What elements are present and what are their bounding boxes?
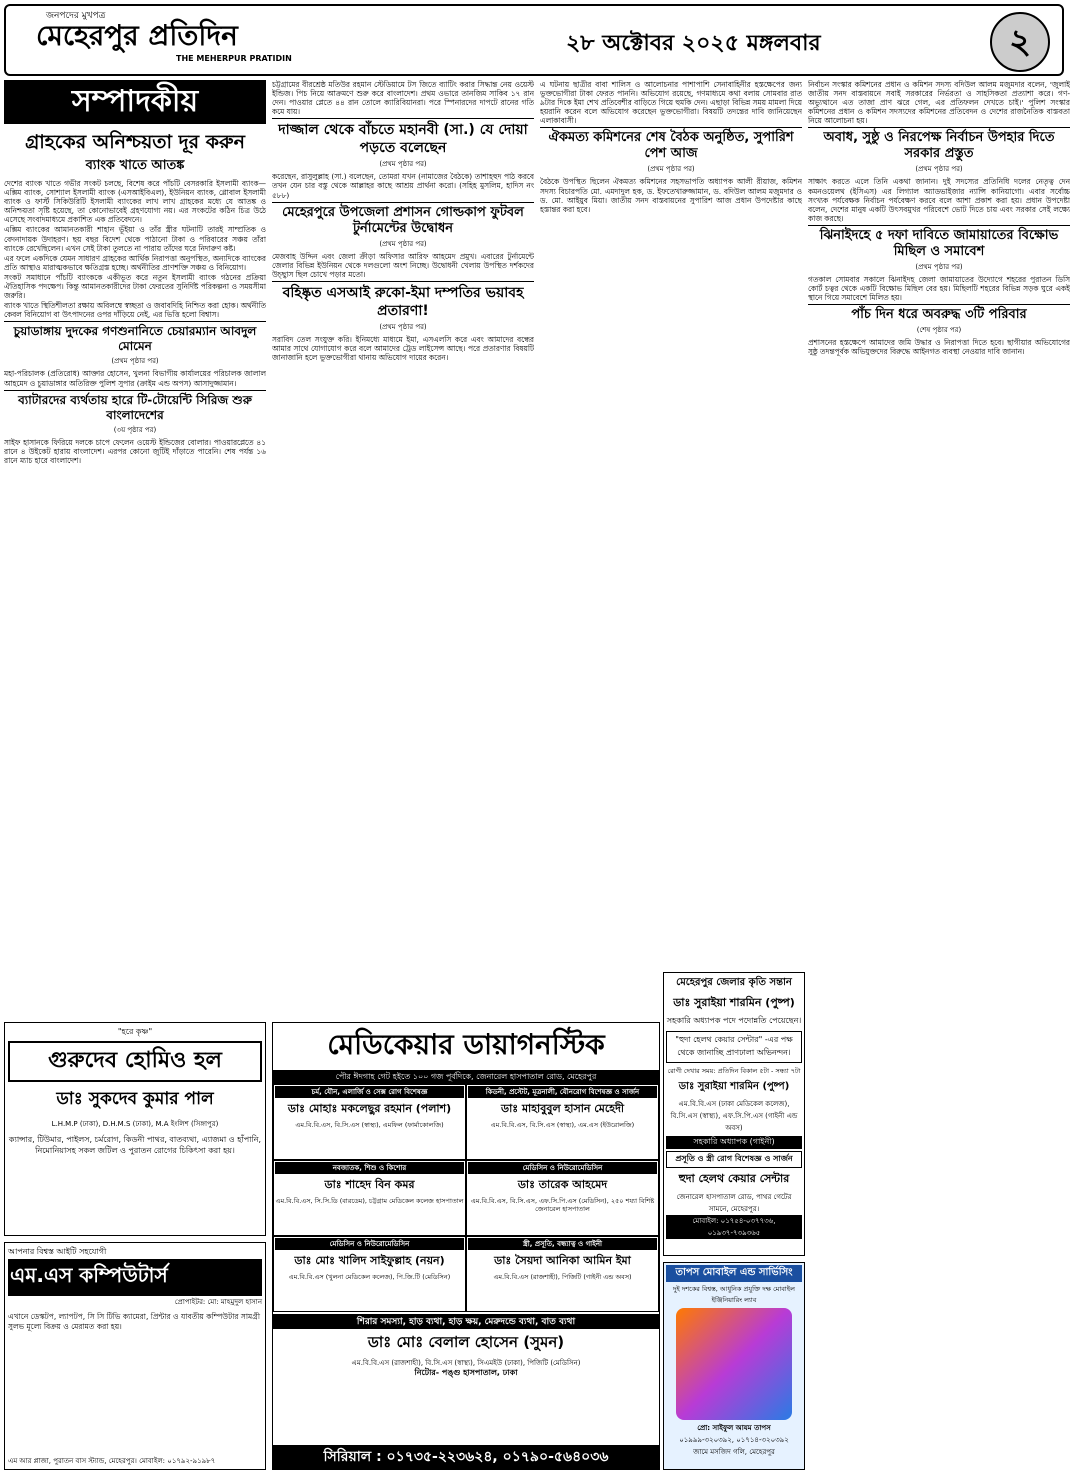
medicare-cell <box>466 1084 659 1160</box>
editorial-para: সংকট সমাধানে পাঁচটি ব্যাংককে একীভূত করে নতুন ইসলামী ব্যাংক গঠনের প্রক্রিয়া ঐতিহাসিক পদক্ষেপ। কিন্তু আমানতকারীদের টাকা ফেরতের সুনির্দিষ্ট পরিকল্পনা ও সময়সীমা জরুরি। <box>4 272 266 301</box>
homeo-top: "হরে কৃষ্ণ" <box>117 1027 153 1036</box>
editorial-subtitle: ব্যাংক খাতে আতঙ্ক <box>85 158 185 173</box>
medicare-cell <box>273 1236 466 1312</box>
medicare-bottom-hosp: নিটোর- পঙ্গু হাসপাতাল, ঢাকা <box>414 1368 518 1377</box>
medicare-grid <box>273 1084 659 1312</box>
medicare-bottom-head: শিরার সমস্যা, হাড় ব্যথা, হাড় ক্ষয়, মেরুদন্ডে ব্যথা, বাত ব্যথা <box>273 1314 659 1329</box>
medicare-cell-doc: ডাঃ মাহাবুবুল হাসান মেহেদী <box>500 1102 625 1115</box>
medicare-cell-doc: ডাঃ শাহেদ বিন কমর <box>324 1178 415 1191</box>
editorial-title: গ্রাহকের অনিশ্চয়তা দূর করুন <box>25 131 245 153</box>
chuadanga-text: মহা-পরিচালক (প্রতিরোধ) আক্তার হোসেন, খুলনা বিভাগীয় কার্যালয়ের পরিচালক জালাল আহমেদ ও চুয়াডাঙ্গার অতিরিক্ত পুলিশ সুপার (ক্রাইম এন্ড অপস) আসাদুজ্জামান। <box>4 369 266 388</box>
congrats-doc-name: ডাঃ সুরাইয়া শারমিন (পুষ্প) <box>678 1081 790 1092</box>
column-4 <box>808 80 1070 1470</box>
congrats-post: সহকারি অধ্যাপক (গাইনী) <box>666 1136 802 1149</box>
column-3 <box>540 80 802 970</box>
medicare-cell-deg: এম.বি.বি.এস (রাজশাহী), পিজিটি (গাইনী এন্ড অবস) <box>493 1273 632 1281</box>
medicare-cell-deg: এম.বি.বি.এস, সি.সি.ডি (বারডেম), চট্টগ্রাম মেডিকেল কলেজ হাসপাতাল <box>275 1197 464 1205</box>
election-cont: (প্রথম পৃষ্ঠার পর) <box>915 165 963 174</box>
computer-ad <box>4 1242 266 1470</box>
family-headline: পাঁচ দিন ধরে অবরুদ্ধ ৩টি পরিবার <box>851 307 1027 323</box>
medicare-cell <box>466 1236 659 1312</box>
family-text: প্রশাসনের হস্তক্ষেপে আমাদের জমি উদ্ধার ও নিরাপত্তা দিতে হবে। ছাগীয়ার অভিযোগের সুষ্ঠু তদন্তপূর্বক অভিযুক্তদের বিরুদ্ধে আইনগত ব্যবস্থা নেওয়ার দাবি জানান। <box>808 338 1070 357</box>
medicare-cell-doc: ডাঃ সৈয়দা আনিকা আমিন ইমা <box>494 1254 631 1267</box>
page-number-text: ২ <box>1008 22 1032 62</box>
congrats-timing: রোগী দেখার সময়: প্রতিদিন বিকাল ৫টা - সন্ধ্যা ৭টা <box>667 1067 801 1075</box>
editorial-para: এক্সিম ব্যাংকের আমানতকারী শাহান ভূঁইয়া ও তাঁর স্ত্রীর ঘটনাটি তারই সাম্প্রতিক ও বেদনাদায়ক উদাহরণ। ছয় বছর বিদেশ থেকে পাঠানো টাকা ও পরিবারের সঞ্চয় তাঁরা ব্যাংকে রেখেছিলেন। এখন সেই টাকা তুলতে না পারায় তাঁদের ঘরে নিদারুণ কষ্ট। <box>4 225 266 253</box>
homeo-name: গুরুদেব হোমিও হল <box>8 1041 262 1082</box>
mobile-shop-phone: ০১৯৯৯-৩২০৩৯২, ০১৭১৪-৩২০৩৯২ <box>679 1436 789 1444</box>
cricket-text: সাইফ হাসানকে ফিরিয়ে দলকে চাপে ফেলেন ওয়েস্ট ইন্ডিজের বোলার। পাওয়ারপ্লেতে ৪১ রানে ৪ উইকেট হারায় বাংলাদেশ। এরপর কোনো জুটিই দাঁড়াতে পারেনি। শেষ পর্যন্ত ১৬ রানে ম্যাচ হারে বাংলাদেশ। <box>4 437 266 465</box>
medicare-cell <box>466 1160 659 1236</box>
football-text: মেজবাহ উদ্দিন এবং জেলা ক্রীড়া অফিসার আরিফ আহমেদ প্রমুখ। এবারের টুর্নামেন্টে জেলার বিভিন্ন ইউনিয়ন থেকে দলগুলো অংশ নিচ্ছে। উদ্বোধনী খেলায় উপস্থিত দর্শকদের উচ্ছ্বাস ছিল চোখে পড়ার মতো। <box>272 251 534 279</box>
homeo-ad <box>4 1022 266 1236</box>
congrats-text: সহকারি অধ্যাপক পদে পদোন্নতি পেয়েছেন। <box>666 1016 802 1025</box>
chuadanga-headline: চুয়াডাঙ্গায় দুদকের গণশুনানিতে চেয়ারম্যান আবদুল মোমেন <box>13 324 257 354</box>
consensus-headline: ঐকমত্য কমিশনের শেষ বৈঠক অনুষ্ঠিত, সুপারিশ পেশ আজ <box>548 130 794 162</box>
computer-desc: এখানে ডেস্কটপ, ল্যাপটপ, সি সি টিভি ক্যামেরা, প্রিন্টার ও যাবতীয় কম্পিউটার সামগ্রী সুলভ মূল্যে বিক্রয় ও মেরামত করা হয়। <box>8 1312 260 1331</box>
medicare-cell-head: মেডিসিন ও নিউরোমেডিসিন <box>468 1162 657 1174</box>
dajjal-cont: (প্রথম পৃষ্ঠার পর) <box>379 160 427 169</box>
masthead-date: ২৮ অক্টোবর ২০২৫ মঙ্গলবার <box>566 31 821 56</box>
dajjal-headline: দাজ্জাল থেকে বাঁচতে মহানবী (সা.) যে দোয়া পড়তে বলেছেন <box>278 122 528 157</box>
computer-footer: এম আর প্লাজা, পুরাতন বাস স্ট্যান্ড, মেহেরপুর। মোবাইল: ০১৭৯২-৯১৯৮৭ <box>8 1457 216 1465</box>
medicare-cell-head: স্ত্রী, প্রসূতি, বন্ধ্যাত্ব ও গাইনী <box>468 1238 657 1250</box>
family-cont: (শেষ পৃষ্ঠার পর) <box>916 326 962 335</box>
computer-name: এম.এস কম্পিউটার্স <box>8 1259 262 1296</box>
editorial-banner <box>4 80 266 124</box>
fraud-continued-text: এ ঘটনায় ছাত্রীর বাবা শালিস ও আলোচনার পাশাপাশি সেনাবাহিনীর হস্তক্ষেপের জন্য ভুক্তভোগীরা টাকা ফেরত পাননি। অভিযোগ রয়েছে, গণমাধ্যমে কথা বলায় সোমবার রাত ৯টার দিকে ইমা শেখ প্রতিবেশীর বাড়িতে গিয়ে হুমকি দেন। এছাড়া বিভিন্ন সময় মামলা দিয়ে হয়রানি করেন বলে অভিযোগ করেছেন ভুক্তভোগীরা। বিষয়টি তদন্তের দাবি জানিয়েছেন এলাকাবাসী। <box>540 80 802 126</box>
mobile-shop-addr: জামে মসজিদ গলি, মেহেরপুর <box>693 1448 775 1456</box>
medicare-cell-doc: ডাঃ মোঃ খালিদ সাইফুল্লাহ (নয়ন) <box>294 1254 445 1267</box>
chuadanga-cont: (প্রথম পৃষ্ঠার পর) <box>111 357 159 366</box>
jhenaidah-headline: ঝিনাইদহে ৫ দফা দাবিতে জামায়াতের বিক্ষোভ মিছিল ও সমাবেশ <box>819 227 1059 259</box>
football-headline: মেহেরপুরে উপজেলা প্রশাসন গোল্ডকাপ ফুটবল টুর্নামেন্টের উদ্বোধন <box>282 204 524 236</box>
cricket-headline: ব্যাটারদের ব্যর্থতায় হারে টি-টোয়েন্টি সিরিজ শুরু বাংলাদেশের <box>18 392 252 422</box>
homeo-services: ক্যান্সার, টিউমার, পাইলস, চর্মরোগ, কিডনী পাথর, বাতব্যথা, এ্যাজমা ও হাঁপানি, নিমোনিয়াসহ সকল জটিল ও পুরাতন রোগের চিকিৎসা করা হয়। <box>8 1135 262 1155</box>
cricket-cont: (৩য় পৃষ্ঠার পর) <box>113 425 157 434</box>
editorial-banner-text: সম্পাদকীয় <box>71 84 199 119</box>
phone-image <box>676 1308 792 1420</box>
cricket-continued-text: চট্টগ্রামের বীরশ্রেষ্ঠ মতিউর রহমান স্টেডিয়ামে টস জিতে ব্যাটিং করার সিদ্ধান্ত নেয় ওয়েস্ট ইন্ডিজ। পিচ নিয়ে আক্রমণে শুরু করে বাংলাদেশ। প্রথম ওভারে তানজিম সাকিব ১৭ রান দেন। পাওয়ার প্লেতে ৪৪ রান তোলে ক্যারিবিয়ানরা। পরে স্পিনারদের দাপটে রানের গতি কমে যায়। <box>272 80 534 117</box>
medicare-cell-head: নবজাতক, শিশু ও কিশোর <box>275 1162 464 1174</box>
editorial-para: দেশের ব্যাংক খাতে গভীর সংকট চলছে, বিশেষ করে পাঁচটি বেসরকারি ইসলামী ব্যাংক—এক্সিম ব্যাংক, সোশ্যাল ইসলামী ব্যাংক (এসআইবিএল), ইউনিয়ন ব্যাংক, গ্লোবাল ইসলামী ব্যাংক ও ফার্স্ট সিকিউরিটি ইসলামী ব্যাংকের লাখ লাখ গ্রাহকের মধ্যে যে আতঙ্ক ও অনিশ্চয়তা সৃষ্টি হয়েছে, তা কোনোভাবেই গ্রহণযোগ্য নয়। এর সংকটের কঠিন চিত্র উঠে এসেছে সংবাদমাধ্যমে প্রকাশিত এক প্রতিবেদনে। <box>4 179 266 225</box>
medicare-ad <box>272 1022 660 1470</box>
medicare-cell-deg: এম.বি.বি.এস, বি.সি.এস (স্বাস্থ্য), এমফিল (ফার্মাকোলজি) <box>295 1121 444 1129</box>
jhenaidah-cont: (প্রথম পৃষ্ঠার পর) <box>915 262 963 271</box>
congrats-mobile: মোবাইল: ০১৭৫৪-০৩৭৭৩৬, ০১৯৩৭-৭৩৯৩৬৫ <box>666 1215 802 1239</box>
medicare-serial: সিরিয়াল : ০১৭৩৫-২২৩৬২৪, ০১৭৯০-৫৬৪০৩৬ <box>273 1445 659 1469</box>
masthead-tagline: জনপদের মুখপত্র <box>46 11 106 21</box>
computer-prop: প্রোপাইটর: মো: মাহমুদুল হাসান <box>174 1298 262 1306</box>
mobile-shop-ad <box>663 1262 805 1470</box>
consensus-text: বৈঠকে উপস্থিত ছিলেন ঐকমত্য কমিশনের সহসভাপতি অধ্যাপক আলী রীয়াজ, কমিশন সদস্য বিচারপতি মো. এমদাদুল হক, ড. ইফতেখারুজ্জামান, ড. বদিউল আলম মজুমদার ও ড. মো. আইয়ুব মিয়া। জাতীয় সনদ বাস্তবায়নের সুপারিশ আজ প্রধান উপদেষ্টার কাছে হস্তান্তর করা হবে। <box>540 177 802 214</box>
election-text: সাক্ষাৎ করতে এলে তিনি একথা জানান। দুই সদস্যের প্রতিনিধি দলের নেতৃত্ব দেন কমনওয়েলথ (ইসিএস) এর লিগ্যাল অ্যাডভাইজার ন্যান্সি কানিয়াগো। এবার সর্বোচ্চ সংখ্যক পর্যবেক্ষক নির্বাচন পর্যবেক্ষণ করবে বলে আশা প্রকাশ করা হয়। প্রধান উপদেষ্টা বলেন, দেশের মানুষ একটি উৎসবমুখর পরিবেশে ভোট দিতে চায় এবং সরকার সেই লক্ষ্যে কাজ করছে। <box>808 177 1070 223</box>
dajjal-text: করেছেন, রাসুলুল্লাহ (সা.) বলেছেন, তোমরা যখন (নামাজের বৈঠকে) তাশাহহুদ পাঠ করবে তখন যেন চার বস্তু থেকে আল্লাহর কাছে আশ্রয় প্রার্থনা করো। (সহিহ মুসলিম, হাদিস নং ৫৮৮) <box>272 172 534 200</box>
congrats-address: জেনারেল হাসপাতাল রোড, পাথর গেটের সামনে, মেহেরপুর। <box>676 1193 792 1213</box>
medicare-addr: পৌর ঈদগাহ গেট হইতে ১০০ গজ পূর্বদিকে, জেনারেল হাসপাতাল রোড, মেহেরপুর <box>273 1071 659 1084</box>
editorial-para: এর ফলে একদিকে যেমন সাধারণ গ্রাহকের আর্থিক নিরাপত্তা অনুপস্থিত, অন্যদিকে ব্যাংকের প্রতি আস্থাও মারাত্মকভাবে ক্ষতিগ্রস্ত হচ্ছে। অর্থনীতির প্রাণশক্তি সঞ্চয় ও বিনিয়োগ। <box>4 253 266 272</box>
congrats-degree: এম.বি.বি.এস (ঢাকা মেডিকেল কলেজ), বি.সি.এস (স্বাস্থ্য), এফ.সি.পি.এস (গাইনী এন্ড অবস) <box>670 1100 798 1132</box>
medicare-bottom-name: ডাঃ মোঃ বেলাল হোসেন (সুমন) <box>367 1333 565 1351</box>
election-headline: অবাধ, সুষ্ঠু ও নিরপেক্ষ নির্বাচন উপহার দিতে সরকার প্রস্তুত <box>823 130 1055 162</box>
fraud-text: সরাবিদ তেল সংযুক্ত করি। ইনিমধ্যে মাধ্যমে ইমা, এসএলসি করে এবং আমাদের বন্ধের আমার সাথে যোগাযোগ করে বলে আমাদের ট্রেড লাইসেন্স আছে। পরে প্রতারণার বিষয়টি জানাজানি হলে ভুক্তভোগীরা থানায় অভিযোগ দায়ের করেন। <box>272 334 534 363</box>
masthead-title-en: THE MEHERPUR PRATIDIN <box>176 54 292 63</box>
congrats-speciality: প্রসূতি ও স্ত্রী রোগ বিশেষজ্ঞ ও সার্জন <box>666 1151 802 1168</box>
masthead <box>4 4 1064 76</box>
medicare-cell-deg: এম.বি.বি.এস (খুলনা মেডিকেল কলেজ), পি.জি.টি (মেডিসিন) <box>288 1273 451 1281</box>
congrats-ad-final <box>663 972 805 1256</box>
homeo-degree: L.H.M.P (ঢাকা), D.H.M.S (ঢাকা), M.A ইংলিশ (সিঙ্গাপুর) <box>51 1120 219 1128</box>
masthead-title: মেহেরপুর প্রতিদিন <box>36 19 238 52</box>
congrats-wish: "হুদা হেলথ কেয়ার সেন্টার" -এর পক্ষ থেকে জানাচ্ছি প্রাণঢালা অভিনন্দন। <box>666 1031 802 1063</box>
medicare-cell-head: চর্ম, যৌন, এলার্জি ও সেক্স রোগ বিশেষজ্ঞ <box>275 1086 464 1098</box>
mobile-shop-name: তাপস মোবাইল এন্ড সার্ভিসিং <box>666 1265 802 1282</box>
consensus-cont: (প্রথম পৃষ্ঠার পর) <box>647 165 695 174</box>
medicare-cell-deg: এম.বি.বি.এস, বি.সি.এস (স্বাস্থ্য), এম.এস (ইউরোলজি) <box>490 1121 635 1129</box>
fraud-cont: (প্রথম পৃষ্ঠার পর) <box>379 322 427 331</box>
medicare-cell-head: কিডনী, প্রস্টেট, মূত্রনালী, যৌনরোগ বিশেষজ্ঞ ও সার্জন <box>468 1086 657 1098</box>
medicare-bottom-deg: এম.বি.বি.এস (রাজশাহী), বি.সি.এস (স্বাস্থ্য), সিএমইউ (ঢাকা), পিজিটি (মেডিসিন) <box>351 1359 581 1367</box>
medicare-cell-doc: ডাঃ তারেক আহমেদ <box>517 1178 608 1191</box>
consensus-continued-text: নির্বাচন সংস্কার কমিশনের প্রধান ও কমিশন সদস্য বদিউল আলম মজুমদার বলেন, 'জুলাই জাতীয় সনদ বাস্তবায়নে সবাই সরকারের নির্ভরতা ও সাহসিকতা প্রত্যাশা করে। গণ-অভ্যুত্থানে এত তাজা প্রাণ ঝরে গেল, এর প্রতিফলন দেখতে চাই।' পুলিশ সংস্কার কমিশনের প্রধান ও কমিশন সদস্যদের কমিশনের প্রতিবেদন ও দেশের রাজনৈতিক বাস্তবতা নিয়ে আলোচনা হয়। <box>808 80 1070 126</box>
medicare-cell-doc: ডাঃ মোহাঃ মকলেছুর রহমান (পলাশ) <box>287 1102 452 1115</box>
medicare-cell <box>273 1160 466 1236</box>
page-number <box>990 12 1050 72</box>
congrats-clinic: হুদা হেলথ কেয়ার সেন্টার <box>678 1172 790 1185</box>
jhenaidah-text: গতকাল সোমবার সকালে ঝিনাইদহ জেলা জামায়াতের উদ্যোগে শহরের পুরাতন ডিসি কোর্ট চত্বর থেকে একটি বিক্ষোভ মিছিল বের হয়। মিছিলটি শহরের বিভিন্ন সড়ক ঘুরে একই স্থানে গিয়ে সমাবেশে মিলিত হয়। <box>808 274 1070 303</box>
congrats-header: মেহেরপুর জেলার কৃতি সন্তান <box>676 977 792 988</box>
mobile-shop-prop: প্রো: সাইফুল আযম তাপস <box>697 1424 771 1432</box>
editorial-para: ব্যাংক খাতে স্থিতিশীলতা রক্ষায় অবিলম্বে স্বচ্ছতা ও জবাবদিহি নিশ্চিত করা হোক। অর্থনীতি কেবল বিনিয়োগ বা উৎপাদনের ওপর দাঁড়িয়ে নেই, এর ভিত্তি হলো বিশ্বাস। <box>4 301 266 320</box>
medicare-cell <box>273 1084 466 1160</box>
medicare-cell-head: মেডিসিন ও নিউরোমেডিসিন <box>275 1238 464 1250</box>
homeo-doctor: ডাঃ সুকদেব কুমার পাল <box>56 1089 214 1109</box>
fraud-headline: বহিষ্কৃত এসআই রুকো-ইমা দম্পতির ভয়াবহ প্রতারণা! <box>282 284 524 319</box>
congrats-name: ডাঃ সুরাইয়া শারমিন (পুষ্প) <box>673 996 795 1009</box>
football-cont: (প্রথম পৃষ্ঠার পর) <box>379 239 427 248</box>
mobile-shop-desc: দুই দশকের বিশ্বস্ত, আধুনিক প্রযুক্তি দক্ষ মোবাইল ইঞ্জিনিয়ারিং ল্যাব <box>673 1285 795 1304</box>
computer-top: আপনার বিশ্বস্ত আইটি সহযোগী <box>8 1247 107 1256</box>
medicare-name: মেডিকেয়ার ডায়াগনস্টিক <box>273 1023 659 1071</box>
medicare-cell-deg: এম.বি.বি.এস, বি.সি.এস, এফ.সি.পি.এস (মেডিসিন), ২৫০ শয্যা বিশিষ্ট জেনারেল হাসপাতাল <box>470 1197 655 1213</box>
